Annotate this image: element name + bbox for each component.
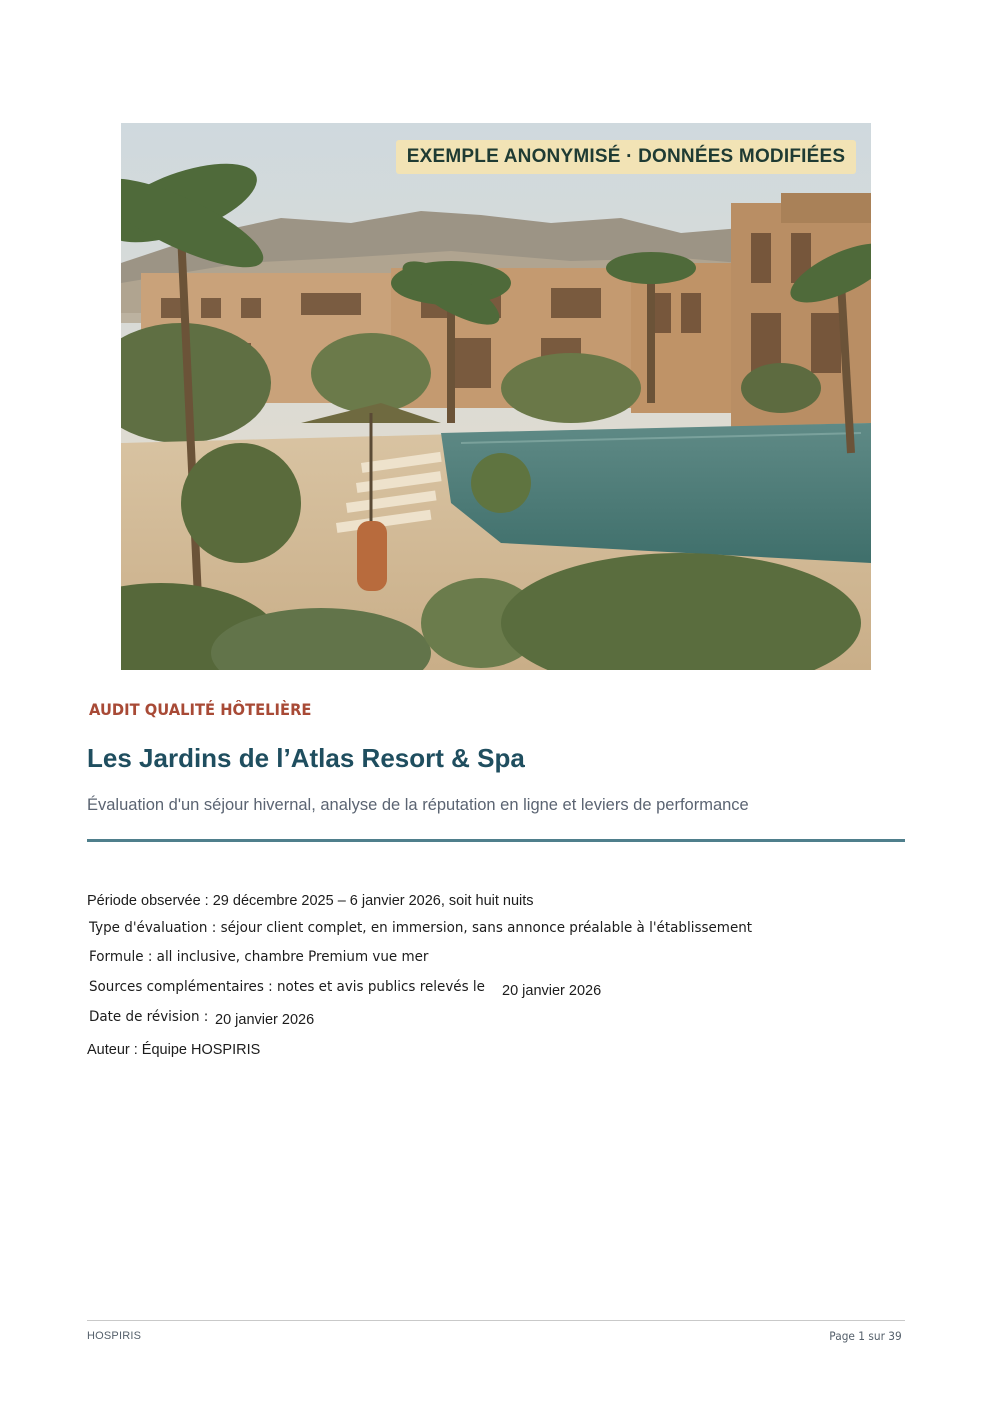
hero-image [121,123,871,670]
meta-periode: Période observée : 29 décembre 2025 – 6 janvier 2026, soit huit nuits [87,893,534,909]
meta-type: Type d'évaluation : séjour client complet, en immersion, sans annonce préalable à l'établissement [89,920,753,936]
title-divider [87,839,905,842]
resort-pool-photo [121,123,871,670]
meta-sources-date: 20 janvier 2026 [502,983,602,999]
meta-revision-date: 20 janvier 2026 [215,1012,315,1028]
meta-formule: Formule : all inclusive, chambre Premium vue mer [89,949,429,965]
footer-divider [87,1320,905,1321]
meta-revision-label: Date de révision : [89,1009,209,1025]
page-subtitle: Évaluation d'un séjour hivernal, analyse de la réputation en ligne et leviers de performance [87,796,749,814]
meta-sources-label: Sources complémentaires : notes et avis publics relevés le [89,979,485,995]
meta-auteur: Auteur : Équipe HOSPIRIS [87,1042,261,1058]
meta-sources [89,979,485,995]
anonymized-badge: EXEMPLE ANONYMISÉ · DONNÉES MODIFIÉES [396,140,856,174]
report-kicker: AUDIT QUALITÉ HÔTELIÈRE [89,700,312,719]
page-number: Page 1 sur 39 [829,1329,902,1343]
page-title: Les Jardins de l’Atlas Resort & Spa [87,743,525,773]
footer-brand: HOSPIRIS [87,1330,142,1342]
meta-revision [89,1009,208,1025]
